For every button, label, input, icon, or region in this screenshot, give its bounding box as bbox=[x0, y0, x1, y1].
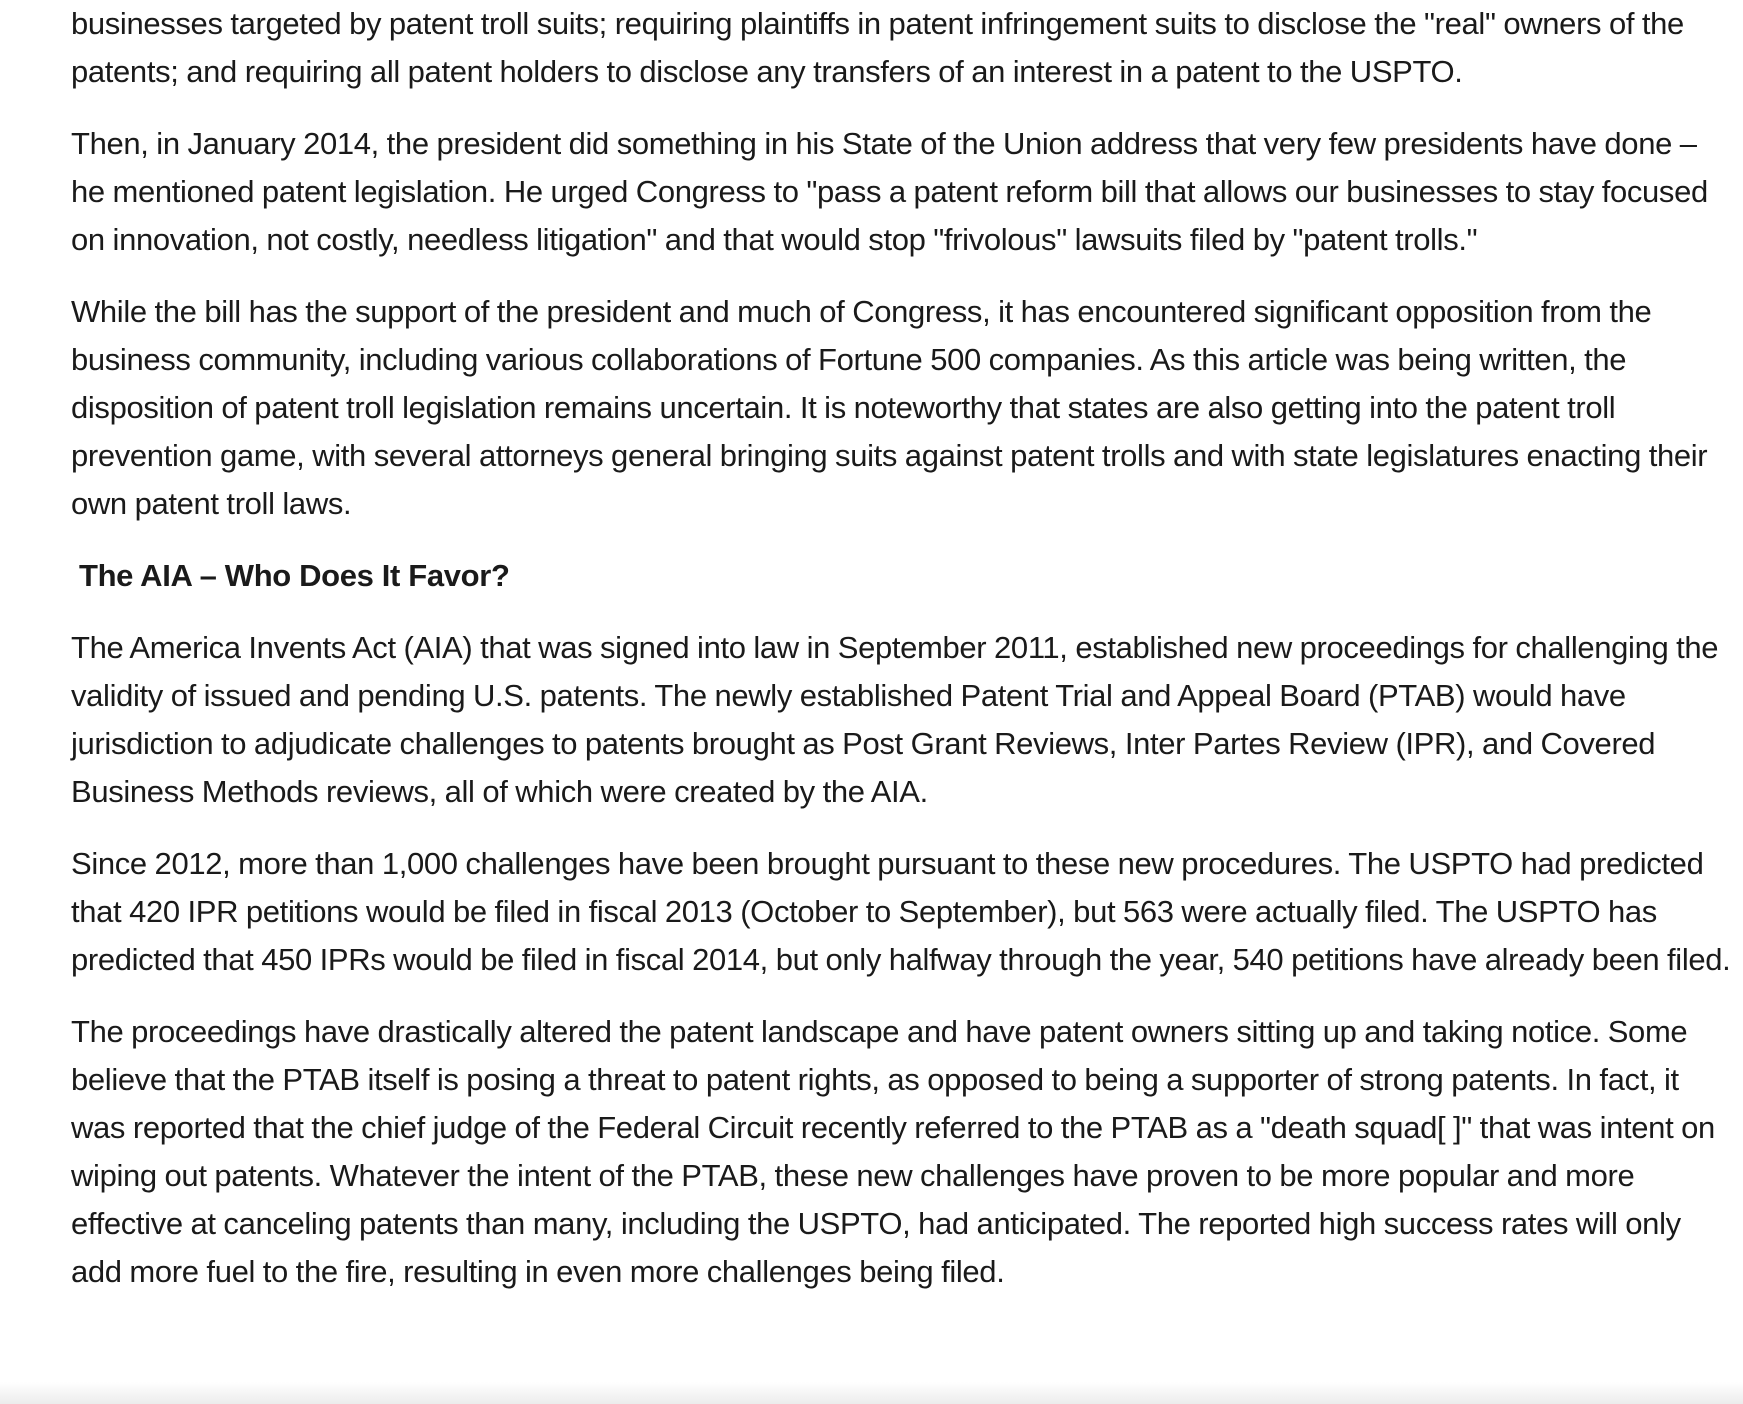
paragraph-bill-opposition: While the bill has the support of the president and much of Congress, it has encountered significant opposition from the business community, including various collaborations of Fortune 500 companies. As this article was being written, the disposition of patent troll legislation remains uncertain. It is noteworthy that states are also getting into the patent troll prevention game, with several attorneys general bringing suits against patent trolls and with state legislatures enacting their own patent troll laws. bbox=[71, 294, 1708, 521]
paragraph-aia-proceedings: The America Invents Act (AIA) that was signed into law in September 2011, established new proceedings for challenging the validity of issued and pending U.S. patents. The newly established Patent Trial and Appeal Board (PTAB) would have jurisdiction to adjudicate challenges to patents brought as Post Grant Reviews, Inter Partes Review (IPR), and Covered Business Methods reviews, all of which were created by the AIA. bbox=[71, 630, 1719, 809]
paragraph-state-of-the-union: Then, in January 2014, the president did something in his State of the Union address that very few presidents have done – he mentioned patent legislation. He urged Congress to "pass a patent reform bill that allows our businesses to stay focused on innovation, not costly, needless litigation" and that would stop "frivolous" lawsuits filed by "patent trolls." bbox=[71, 126, 1708, 257]
paragraph-ptab-impact: The proceedings have drastically altered the patent landscape and have patent owners sitting up and taking notice. Some believe that the PTAB itself is posing a threat to patent rights, as opposed to being a supporter of strong patents. In fact, it was reported that the chief judge of the Federal Circuit recently referred to the PTAB as a "death squad[ ]" that was intent on wiping out patents. Whatever the intent of the PTAB, these new challenges have proven to be more popular and more effective at canceling patents than many, including the USPTO, had anticipated. The reported high success rates will only add more fuel to the fire, resulting in even more challenges being filed. bbox=[71, 1014, 1715, 1289]
paragraph-ipr-statistics: Since 2012, more than 1,000 challenges have been brought pursuant to these new procedures. The USPTO had predicted that 420 IPR petitions would be filed in fiscal 2013 (October to September), but 563 were actually filed. The USPTO has predicted that 450 IPRs would be filed in fiscal 2014, but only halfway through the year, 540 petitions have already been filed. bbox=[71, 846, 1731, 977]
article-body bbox=[71, 0, 1731, 1320]
section-heading: The AIA – Who Does It Favor? bbox=[79, 558, 510, 593]
bottom-edge-shadow bbox=[0, 1382, 1743, 1404]
paragraph-patent-troll-disclosure: businesses targeted by patent troll suits; requiring plaintiffs in patent infringement suits to disclose the "real" owners of the patents; and requiring all patent holders to disclose any transfers of an interest in a patent to the USPTO. bbox=[71, 6, 1684, 89]
